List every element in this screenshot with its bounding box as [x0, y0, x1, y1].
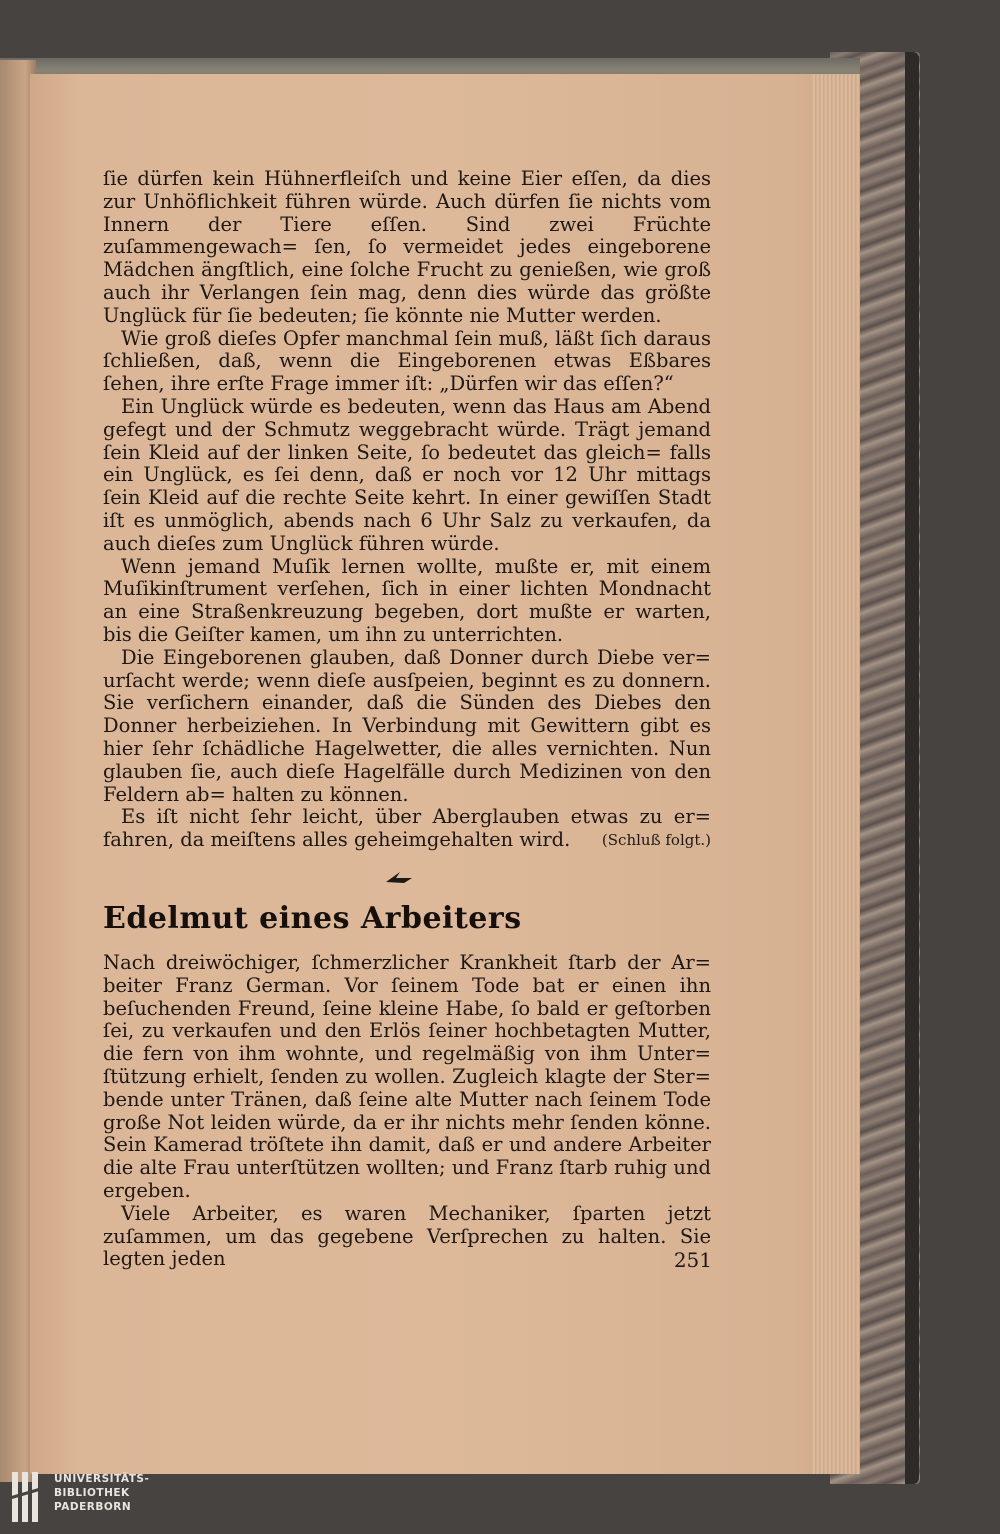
last-paragraph: [103, 806, 711, 852]
book-cover-edge: [905, 52, 919, 1484]
last-paragraph-text: Es iſt nicht ſehr leicht, über Aberglauben etwas zu er= fahren, da meiſtens alles geheimgehalten wird.: [103, 805, 711, 852]
library-logo: [8, 1468, 178, 1530]
article-body-1: [103, 168, 711, 852]
paragraph: Wie groß dieſes Opfer manchmal ſein muß, läßt ſich daraus ſchließen, daß, wenn die Eingeborenen etwas Eßbares ſehen, ihre erſte Frage immer iſt: „Dürfen wir das eſſen?“: [103, 326, 711, 396]
library-name-line: UNIVERSITÄTS-: [54, 1473, 150, 1485]
library-name: [54, 1472, 149, 1514]
article-title: Edelmut eines Arbeiters: [103, 901, 522, 936]
page-stack-edge: [812, 74, 860, 1474]
paragraph: Nach dreiwöchiger, ſchmerzlicher Krankheit ſtarb der Ar= beiter Franz German. Vor ſeinem Tode bat er einen ihn beſuchenden Freund, ſeine kleine Habe, ſo bald er geſtorben ſei, zu verkaufen und den Erlös ſeiner hochbetagten Mutter, die fern von ihm wohnte, und regelmäßig von ihm Unter= ſtützung erhielt, ſenden zu wollen. Zugleich klagte der Ster= bende unter Tränen, daß ſeine alte Mutter nach ſeinem Tode große Not leiden würde, da er ihr nichts mehr ſenden könne. Sein Kamerad tröſtete ihn damit, daß er und andere Arbeiter die alte Frau unterſtützen wollten; und Franz ſtarb ruhig und ergeben.: [103, 951, 711, 1202]
section-divider-ornament: [382, 868, 418, 886]
continued-note: (Schluß folgt.): [601, 831, 711, 850]
paragraph: Viele Arbeiter, es waren Mechaniker, ſparten jetzt zuſammen, um das gegebene Verſprechen zu halten. Sie legten jeden: [103, 1201, 711, 1271]
paragraph: ſie dürfen kein Hühnerfleiſch und keine Eier eſſen, da dies zur Unhöflichkeit führen würde. Auch dürfen ſie nichts vom Innern der Tiere eſſen. Sind zwei Früchte zuſammengewach= ſen, ſo vermeidet jedes eingeborene Mädchen ängſtlich, eine ſolche Frucht zu genießen, wie groß auch ihr Verlangen ſein mag, denn dies würde das größte Unglück für ſie bedeuten; ſie könnte nie Mutter werden.: [103, 167, 711, 327]
paragraph: Die Eingeborenen glauben, daß Donner durch Diebe ver= urſacht werde; wenn dieſe ausſpeien, beginnt es zu donnern. Sie verſichern einander, daß die Sünden des Diebes den Donner herbeiziehen. In Verbindung mit Gewittern gibt es hier ſehr ſchädliche Hagelwetter, die alles vernichten. Nun glauben ſie, auch dieſe Hagelfälle durch Medizinen von den Feldern ab= halten zu können.: [103, 645, 711, 806]
page-number: 251: [673, 1248, 712, 1272]
library-name-line: PADERBORN: [54, 1501, 132, 1513]
paragraph: Wenn jemand Muſik lernen wollte, mußte er, mit einem Muſikinſtrument verſehen, ſich in einer lichten Mondnacht an eine Straßenkreuzung begeben, dort mußte er warten, bis die Geiſter kamen, um ihn zu unterrichten.: [103, 554, 711, 646]
library-emblem-icon: [8, 1468, 46, 1526]
article-body-2: [103, 952, 711, 1271]
paragraph: Ein Unglück würde es bedeuten, wenn das Haus am Abend gefegt und der Schmutz weggebracht würde. Trägt jemand ſein Kleid auf der linken Seite, ſo bedeutet das gleich= falls ein Unglück, es ſei denn, daß er noch vor 12 Uhr mittags ſein Kleid auf die rechte Seite kehrt. In einer gewiſſen Stadt iſt es unmöglich, abends nach 6 Uhr Salz zu verkaufen, da auch dieſes zum Unglück führen würde.: [103, 394, 711, 555]
library-name-line: BIBLIOTHEK: [54, 1487, 130, 1499]
